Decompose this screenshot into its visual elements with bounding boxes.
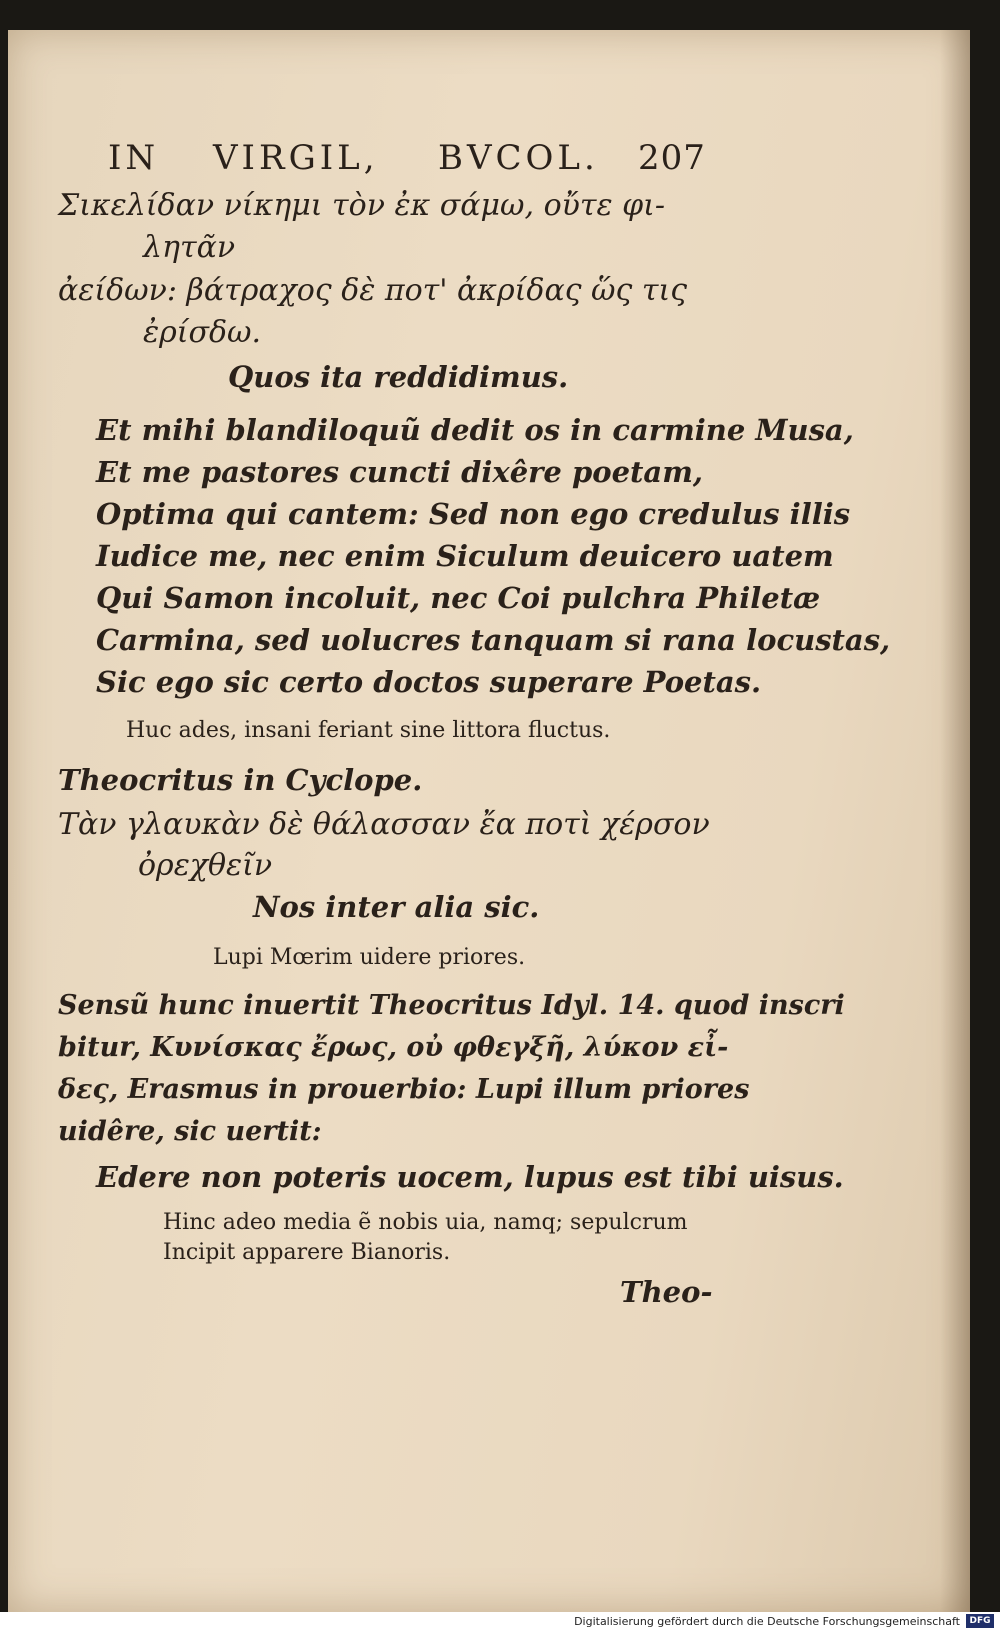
dfg-logo: DFG bbox=[966, 1614, 994, 1628]
greek-line-3: ἀείδων: βάτραχος δὲ ποτ' ἀκρίδας ὥς τις bbox=[58, 273, 688, 308]
verse-line-3: Optima qui cantem: Sed non ego credulus illis bbox=[96, 497, 851, 531]
book-page bbox=[8, 30, 970, 1612]
greek-line-2: λητᾶν bbox=[143, 230, 236, 265]
verse-line-2: Et me pastores cuncti dixêre poetam, bbox=[96, 455, 704, 489]
lemma-3-line-1: Hinc adeo media ẽ nobis uia, namq; sepulcrum bbox=[163, 1210, 688, 1235]
verse-line-5: Qui Samon incoluit, nec Coi pulchra Philetæ bbox=[96, 581, 821, 615]
verse-2: Edere non poteris uocem, lupus est tibi uisus. bbox=[96, 1160, 844, 1194]
lemma-2: Lupi Mœrim uidere priores. bbox=[213, 945, 526, 970]
digitization-credit: Digitalisierung gefördert durch die Deutsche Forschungsgemeinschaft bbox=[574, 1615, 960, 1628]
verse-line-1: Et mihi blandiloquũ dedit os in carmine Musa, bbox=[96, 413, 854, 447]
commentary-line-4: uidêre, sic uertit: bbox=[58, 1116, 322, 1147]
verse-line-6: Carmina, sed uolucres tanquam si rana locustas, bbox=[96, 623, 891, 657]
translation-intro-2: Nos inter alia sic. bbox=[253, 890, 540, 924]
running-head-left: IN bbox=[108, 138, 160, 178]
running-head-center: VIRGIL, bbox=[213, 138, 379, 178]
commentary-line-1: Sensũ hunc inuertit Theocritus Idyl. 14. quod inscri bbox=[58, 990, 845, 1021]
lemma-1: Huc ades, insani feriant sine littora fluctus. bbox=[126, 718, 611, 743]
catchword: Theo- bbox=[620, 1275, 713, 1309]
source-heading: Theocritus in Cyclope. bbox=[58, 763, 423, 797]
greek-2-line-2: ὀρεχθεῖν bbox=[138, 848, 273, 883]
greek-line-4: ἐρίσδω. bbox=[143, 315, 262, 350]
lemma-3-line-2: Incipit apparere Bianoris. bbox=[163, 1240, 451, 1265]
verse-line-4: Iudice me, nec enim Siculum deuicero uatem bbox=[96, 539, 834, 573]
running-head-title: BVCOL. bbox=[438, 138, 599, 178]
verse-line-7: Sic ego sic certo doctos superare Poetas. bbox=[96, 665, 762, 699]
commentary-line-2: bitur, Κυνίσκας ἔρως, οὐ φθεγξῆ, λύκον εἶ- bbox=[58, 1032, 729, 1063]
translation-intro-1: Quos ita reddidimus. bbox=[228, 360, 569, 394]
greek-line-1: Σικελίδαν νίκημι τὸν ἐκ σάμω, οὔτε φι- bbox=[58, 188, 666, 223]
greek-2-line-1: Τὰν γλαυκὰν δὲ θάλασσαν ἔα ποτὶ χέρσον bbox=[58, 807, 710, 842]
page-number: 207 bbox=[638, 138, 706, 178]
commentary-line-3: δες, Erasmus in prouerbio: Lupi illum priores bbox=[58, 1074, 750, 1105]
